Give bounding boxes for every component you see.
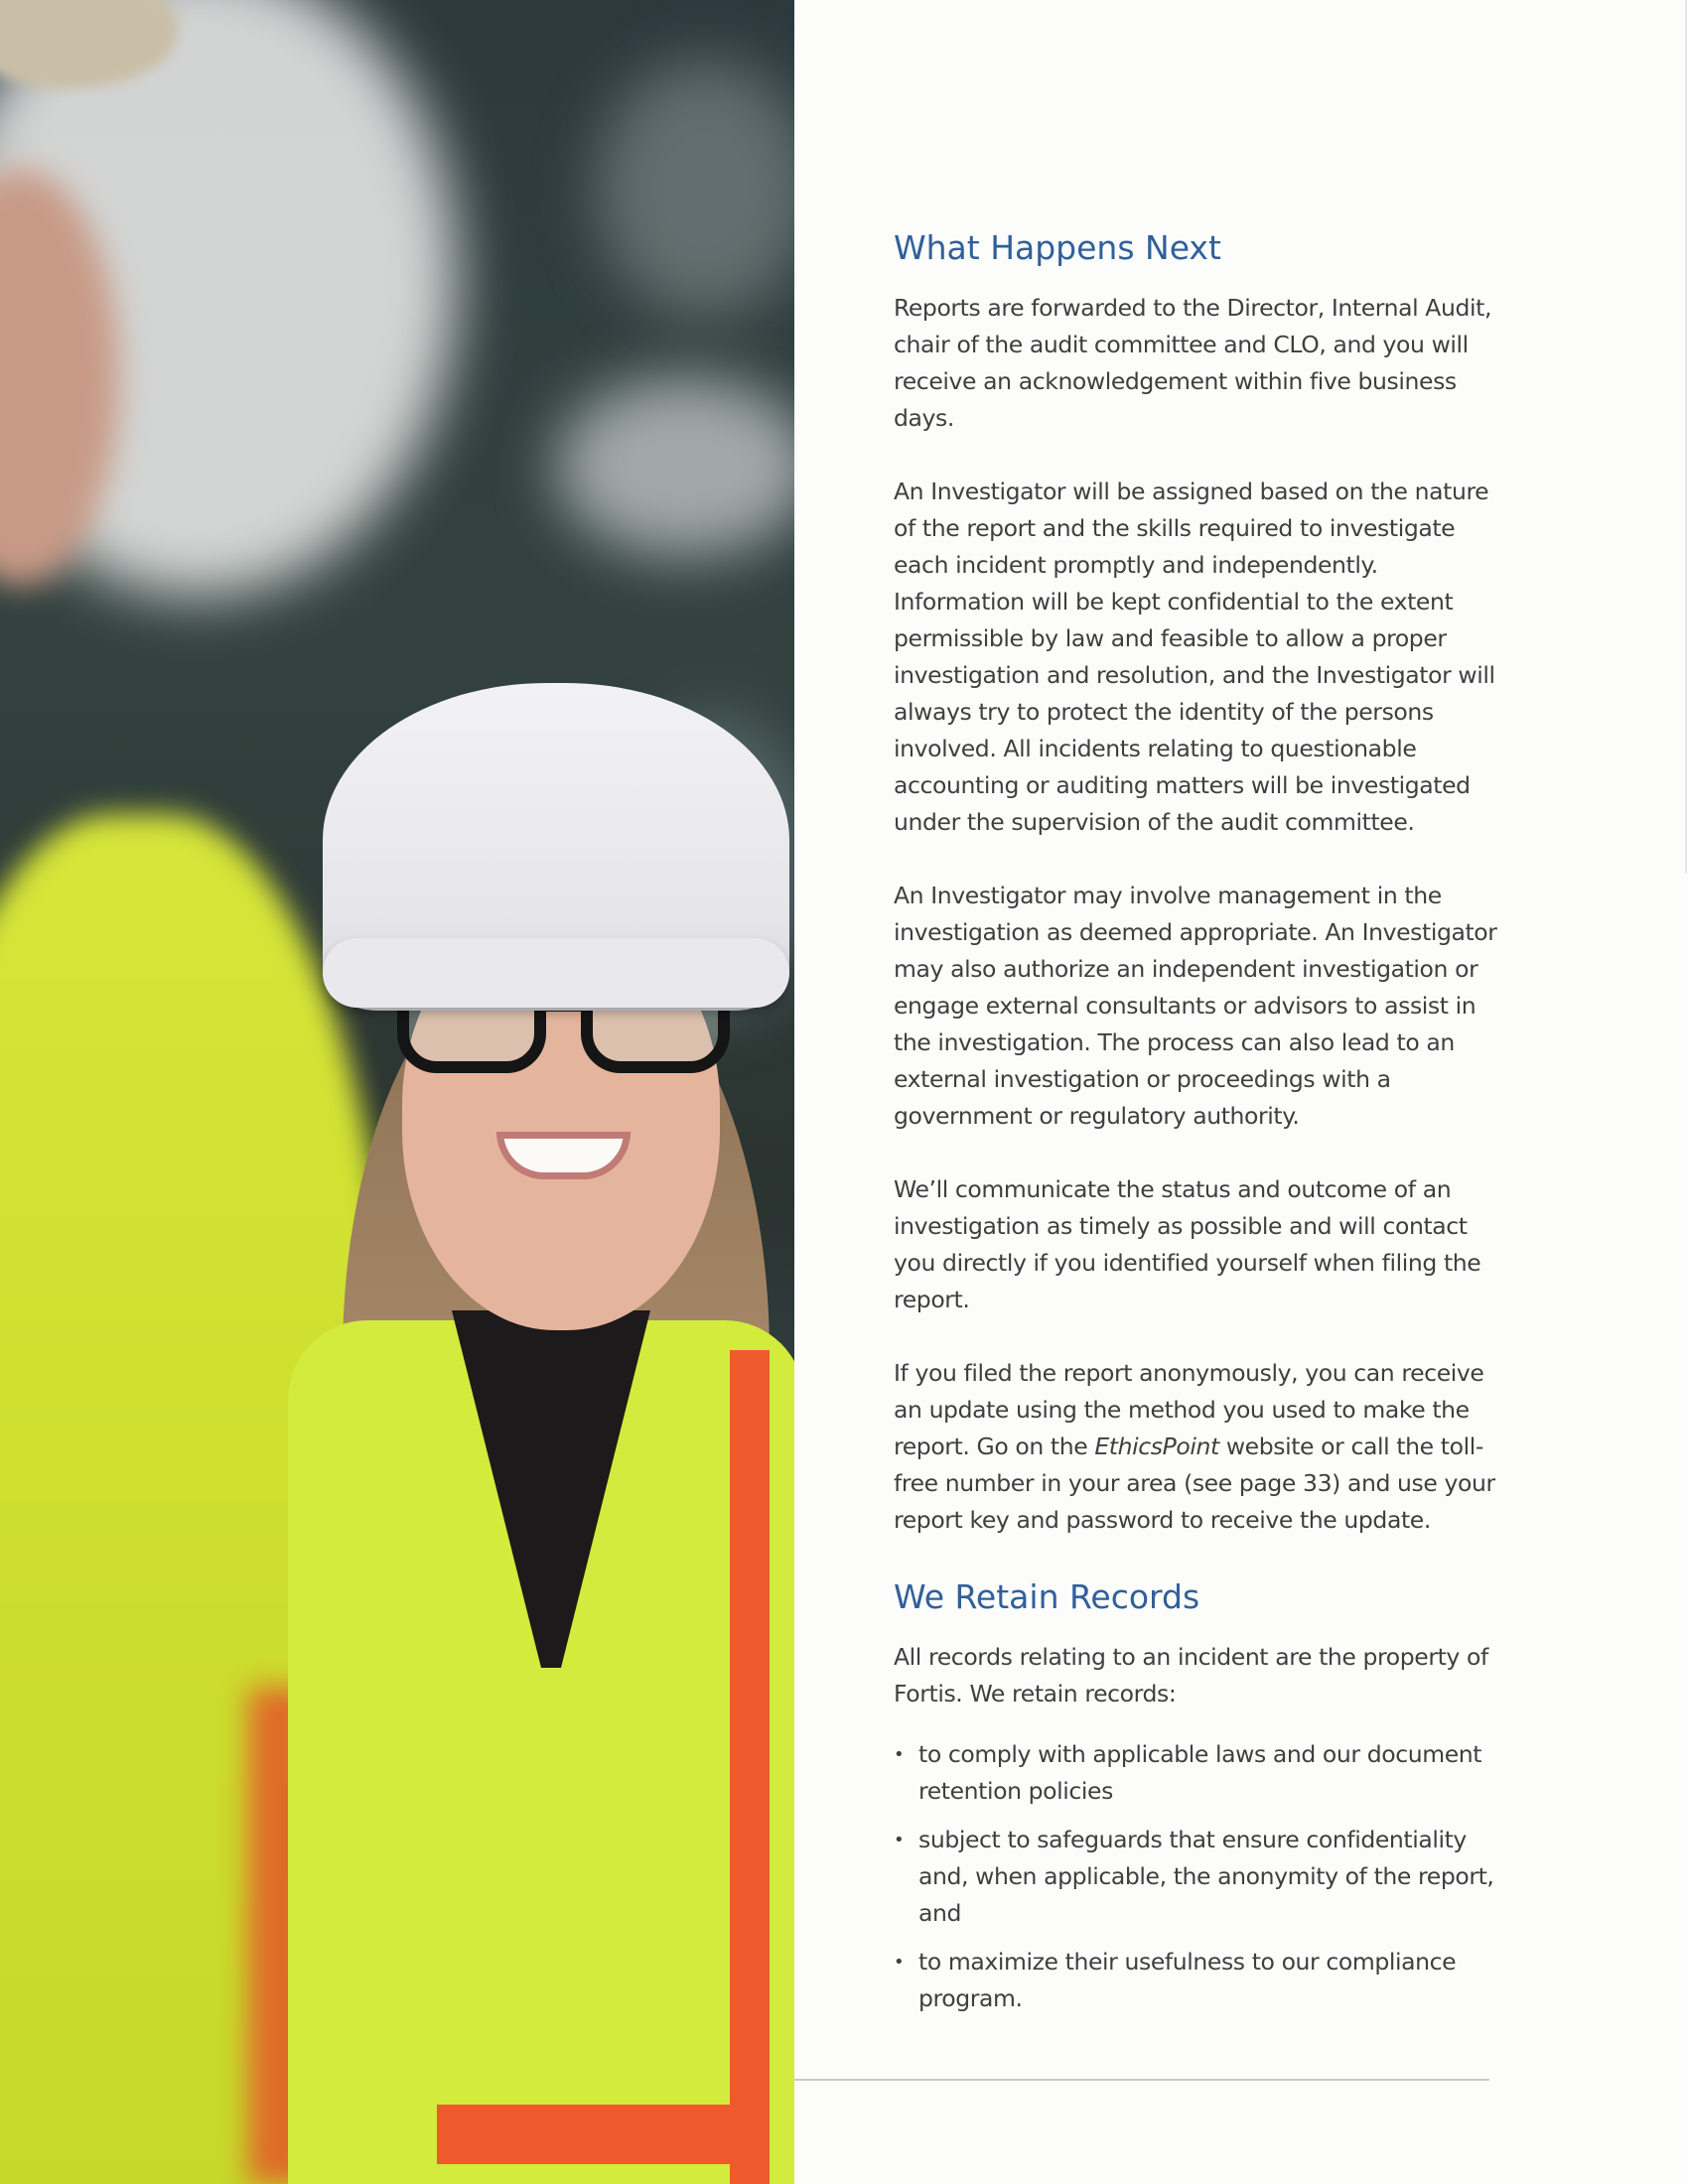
- text-column: [894, 226, 1499, 2029]
- anonymous-update-text: If you filed the report anonymously, you can receive an update using the method you used to make the report. Go on the: [894, 1359, 1484, 1460]
- paragraph-records-intro: All records relating to an incident are the property of Fortis. We retain records:: [894, 1643, 1488, 1707]
- paragraph-investigator-assigned: An Investigator will be assigned based on the nature of the report and the skills required to investigate each incident promptly and independently. Information will be kept confidential to the extent permissible by law and feasible to allow a proper investigation and resolution, and the Investigator will always try to protect the identity of the persons involved. All incidents relating to questionable accounting or auditing matters will be investigated under the supervision of the audit committee.: [894, 478, 1495, 836]
- list-item: [894, 1736, 1499, 1810]
- section-heading-retain-records: We Retain Records: [894, 1577, 1200, 1616]
- background-bokeh: [556, 377, 794, 556]
- anonymous-update-text-end: website or call the toll-free number in your area (see page 33) and use your report key and password to receive the update.: [894, 1433, 1495, 1534]
- vest-reflective-stripe: [437, 2105, 735, 2164]
- paragraph-anonymous-update: [894, 1355, 1499, 1539]
- paragraph-status-communication: We’ll communicate the status and outcome of an investigation as timely as possible and will contact you directly if you identified yourself when filing the report.: [894, 1175, 1481, 1313]
- list-item-text: to maximize their usefulness to our compliance program.: [918, 1948, 1457, 2012]
- paragraph-acknowledgement: Reports are forwarded to the Director, Internal Audit, chair of the audit committee and CLO, and you will receive an acknowledgement within five business days.: [894, 294, 1492, 432]
- hero-photo: [0, 0, 794, 2184]
- background-bokeh: [596, 60, 794, 318]
- footer-divider: [794, 2079, 1489, 2081]
- vest-reflective-stripe: [730, 1350, 770, 2184]
- bullet-icon: •: [894, 1952, 905, 1973]
- list-item: [894, 1822, 1499, 1932]
- list-item: [894, 1944, 1499, 2017]
- list-item-text: to comply with applicable laws and our document retention policies: [918, 1740, 1482, 1805]
- list-item-text: subject to safeguards that ensure confidentiality and, when applicable, the anonymity of the report, and: [918, 1826, 1494, 1927]
- bullet-icon: •: [894, 1830, 905, 1850]
- bullet-icon: •: [894, 1744, 905, 1765]
- hard-hat-brim: [323, 938, 789, 1008]
- section-heading-what-happens-next: What Happens Next: [894, 228, 1221, 267]
- page-edge-line: [1685, 0, 1687, 874]
- paragraph-management-involvement: An Investigator may involve management in the investigation as deemed appropriate. An Investigator may also authorize an independent investigation or engage external consultants or advisors to assist in the investigation. The process can also lead to an external investigation or proceedings with a government or regulatory authority.: [894, 882, 1497, 1130]
- records-bullet-list: [894, 1736, 1499, 2017]
- ethicspoint-name: EthicsPoint: [1094, 1433, 1219, 1460]
